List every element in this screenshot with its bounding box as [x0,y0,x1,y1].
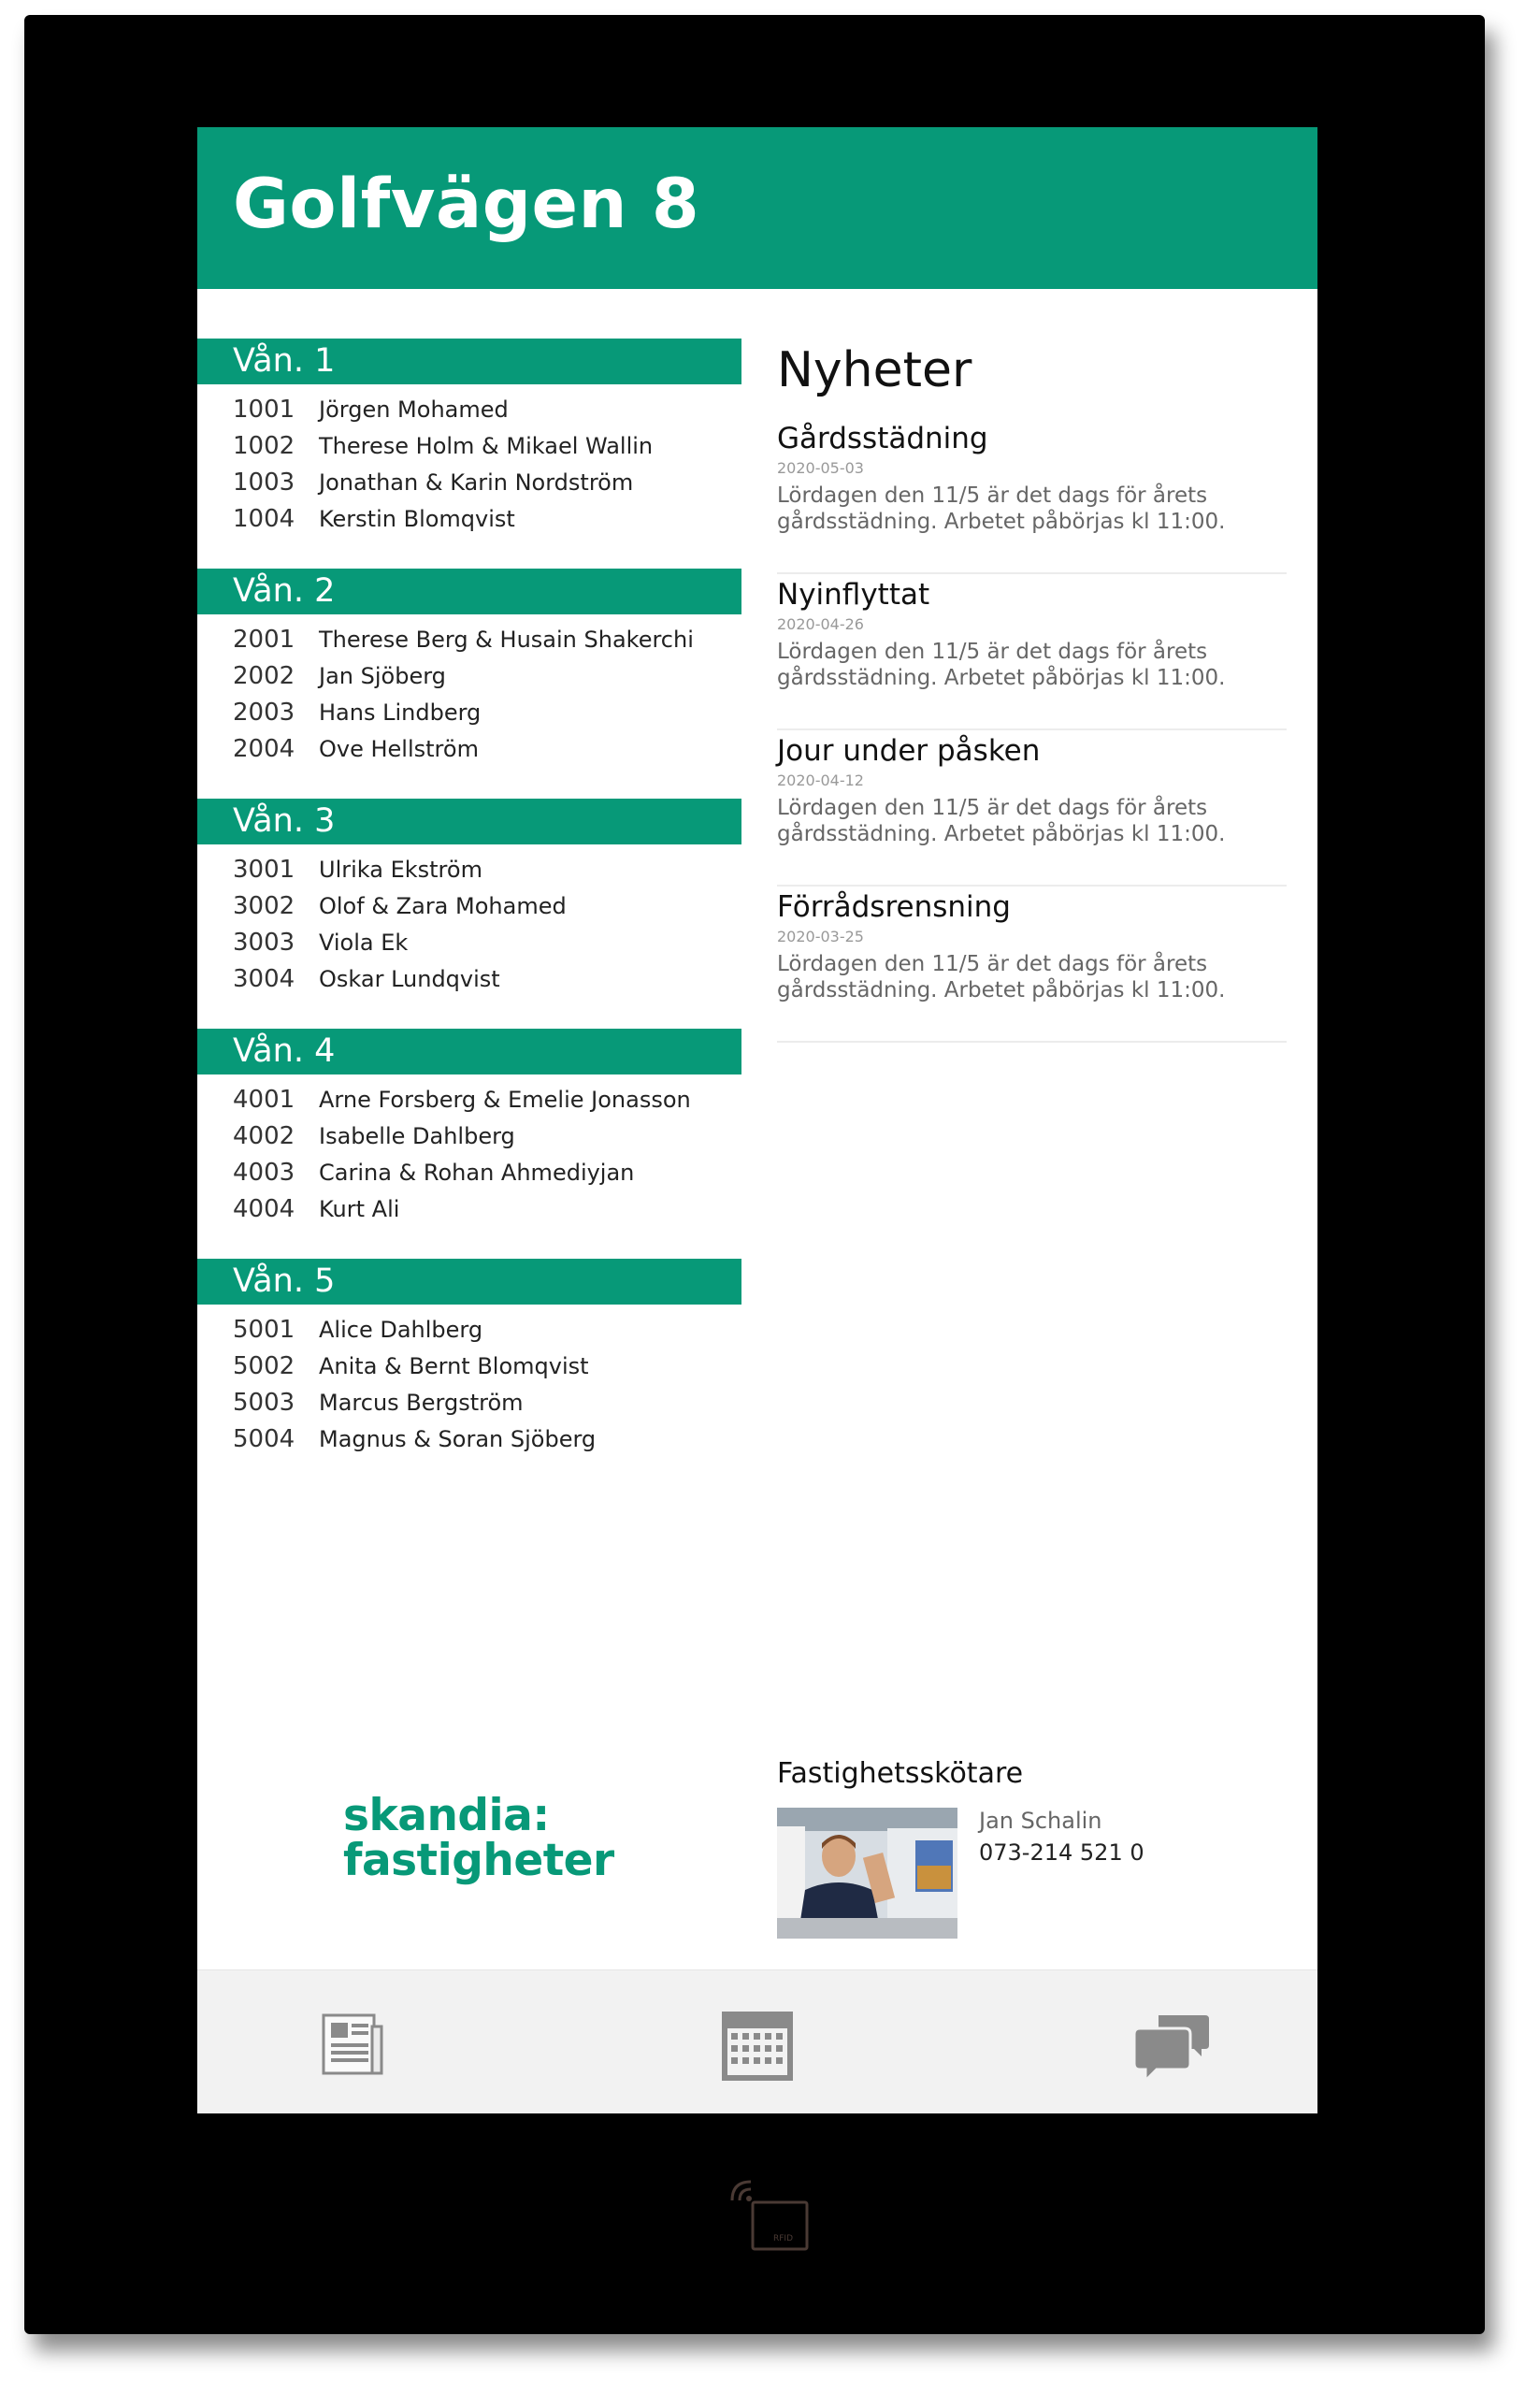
resident-name: Therese Berg & Husain Shakerchi [319,627,694,653]
news-date: 2020-03-25 [777,928,864,945]
apartment-number: 3003 [233,929,295,957]
resident-name: Kurt Ali [319,1196,400,1222]
apartment-number: 4002 [233,1122,295,1150]
resident-row[interactable] [233,695,481,731]
news-item[interactable] [777,421,1287,574]
rfid-label: RFID [773,2234,794,2243]
resident-name: Kerstin Blomqvist [319,506,515,532]
resident-name: Anita & Bernt Blomqvist [319,1353,589,1379]
caretaker-photo [777,1808,957,1939]
floor-header [197,799,741,844]
newspaper-icon [314,2010,389,2084]
resident-name: Carina & Rohan Ahmediyjan [319,1160,635,1186]
floor-label: Vån. 2 [233,572,336,610]
resident-row[interactable] [233,888,567,925]
apartment-number: 4003 [233,1159,295,1187]
apartment-number: 5002 [233,1352,295,1380]
resident-row[interactable] [233,1191,399,1228]
resident-row[interactable] [233,1155,634,1191]
apartment-number: 4001 [233,1086,295,1114]
resident-row[interactable] [233,1082,691,1118]
header [197,127,1317,289]
skandia-fastigheter-logo [343,1790,614,1886]
chat-icon [1132,2010,1211,2084]
resident-name: Olof & Zara Mohamed [319,893,567,919]
apartment-number: 1004 [233,505,295,533]
apartment-number: 3002 [233,892,295,920]
resident-name: Ove Hellström [319,736,479,762]
resident-row[interactable] [233,731,479,768]
apartment-number: 2001 [233,626,295,654]
apartment-number: 2004 [233,735,295,763]
resident-name: Alice Dahlberg [319,1317,483,1343]
apartment-number: 3004 [233,965,295,993]
floor-header [197,569,741,614]
news-item[interactable] [777,889,1287,1043]
resident-row[interactable] [233,658,446,695]
floor-label: Vån. 1 [233,342,336,380]
chat-nav-button[interactable] [1132,2010,1207,2084]
resident-name: Hans Lindberg [319,699,482,726]
apartment-number: 5001 [233,1316,295,1344]
resident-name: Jan Sjöberg [319,663,446,689]
news-nav-button[interactable] [314,2010,389,2084]
calendar-icon [720,2010,795,2084]
news-date: 2020-04-12 [777,772,864,789]
resident-row[interactable] [233,852,482,888]
news-title: Förrådsrensning [777,890,1011,924]
resident-name: Jonathan & Karin Nordström [319,469,634,496]
apartment-number: 1003 [233,469,295,497]
rfid-icon [728,2176,813,2253]
news-body: Lördagen den 11/5 är det dags för årets gårdsstädning. Arbetet påbörjas kl 11:00. [777,483,1226,534]
news-item[interactable] [777,733,1287,887]
resident-row[interactable] [233,428,653,465]
apartment-number: 1002 [233,432,295,460]
news-body: Lördagen den 11/5 är det dags för årets gårdsstädning. Arbetet påbörjas kl 11:00. [777,952,1226,1002]
resident-name: Isabelle Dahlberg [319,1123,515,1149]
apartment-number: 3001 [233,856,295,884]
resident-row[interactable] [233,622,694,658]
resident-name: Viola Ek [319,930,409,956]
resident-name: Therese Holm & Mikael Wallin [319,433,654,459]
floor-header [197,1029,741,1074]
resident-row[interactable] [233,925,408,961]
rfid-reader [728,2176,813,2253]
apartment-number: 2003 [233,699,295,727]
resident-row[interactable] [233,1118,515,1155]
caretaker-phone: 073-214 521 0 [979,1839,1144,1866]
resident-name: Marcus Bergström [319,1390,524,1416]
news-body: Lördagen den 11/5 är det dags för årets gårdsstädning. Arbetet påbörjas kl 11:00. [777,640,1226,690]
news-body: Lördagen den 11/5 är det dags för årets gårdsstädning. Arbetet påbörjas kl 11:00. [777,796,1226,846]
news-item[interactable] [777,577,1287,730]
caretaker-name: Jan Schalin [979,1808,1102,1834]
floor-header [197,339,741,384]
apartment-number: 5004 [233,1425,295,1453]
resident-name: Oskar Lundqvist [319,966,500,992]
kiosk-screen [197,127,1317,2113]
resident-row[interactable] [233,1421,596,1458]
floor-label: Vån. 4 [233,1032,336,1070]
resident-row[interactable] [233,1348,589,1385]
news-title: Nyinflyttat [777,578,930,612]
news-date: 2020-04-26 [777,615,864,633]
resident-name: Jörgen Mohamed [319,397,509,423]
resident-row[interactable] [233,1385,524,1421]
news-title: Gårdsstädning [777,422,988,455]
logo-colon-icon: : [532,1790,550,1841]
news-date: 2020-05-03 [777,459,864,477]
apartment-number: 5003 [233,1389,295,1417]
apartment-number: 4004 [233,1195,295,1223]
apartment-number: 1001 [233,396,295,424]
floor-header [197,1259,741,1305]
news-heading: Nyheter [777,342,972,398]
apartment-number: 2002 [233,662,295,690]
news-title: Jour under påsken [777,734,1041,768]
floor-label: Vån. 5 [233,1262,336,1300]
building-title: Golfvägen 8 [233,165,700,244]
logo-line-2: fastigheter [343,1835,614,1886]
floor-label: Vån. 3 [233,802,336,840]
caretaker-photo-image [777,1808,957,1939]
resident-row[interactable] [233,1312,482,1348]
resident-row[interactable] [233,392,509,428]
bottom-nav [197,1969,1317,2113]
calendar-nav-button[interactable] [720,2010,795,2084]
resident-name: Arne Forsberg & Emelie Jonasson [319,1087,691,1113]
resident-row[interactable] [233,465,633,501]
resident-name: Magnus & Soran Sjöberg [319,1426,597,1452]
resident-row[interactable] [233,501,515,538]
logo-line-1: skandia [343,1790,533,1841]
resident-row[interactable] [233,961,500,998]
resident-name: Ulrika Ekström [319,857,482,883]
caretaker-title: Fastighetsskötare [777,1757,1024,1790]
